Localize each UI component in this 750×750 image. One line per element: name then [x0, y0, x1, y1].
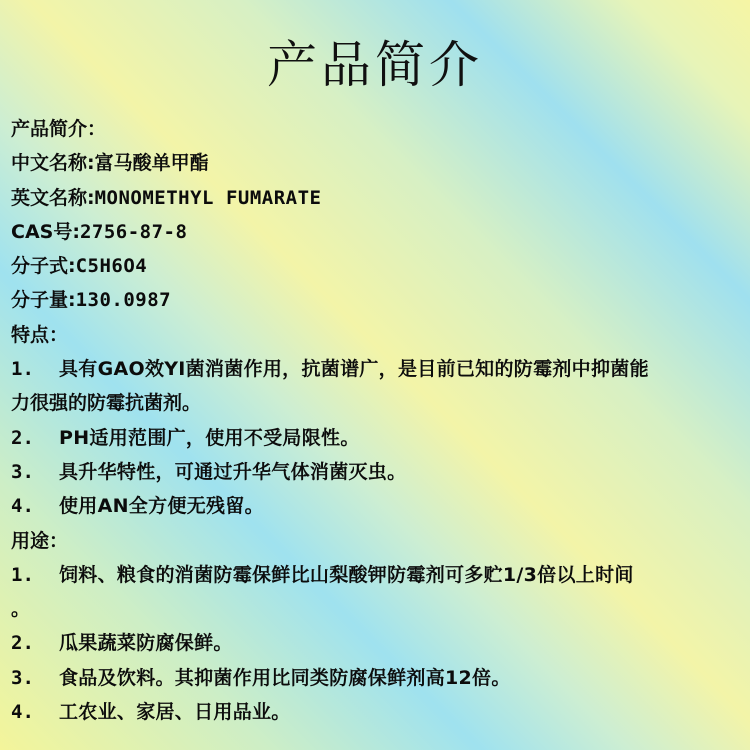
use-text-3: 食品及饮料。其抑菌作用比同类防腐保鲜剂高12倍。 [59, 666, 511, 689]
feature-text-3: 具升华特性，可通过升华气体消菌灭虫。 [59, 460, 407, 483]
use-number-4: 4. [11, 701, 34, 724]
feature-item-2 [11, 421, 743, 455]
use-number-2: 2. [11, 632, 34, 655]
feature-number-3: 3. [11, 460, 34, 483]
use-item-1 [11, 558, 743, 592]
use-text-4: 工农业、家居、日用品业。 [59, 701, 291, 724]
chinese-name-row [11, 146, 743, 180]
weight-row [11, 283, 743, 317]
weight-label: 分子量: [11, 289, 76, 312]
use-item-1-continued: 。 [11, 598, 31, 621]
use-text-1: 饲料、粮食的消菌防霉保鲜比山梨酸钾防霉剂可多贮1/3倍以上时间 [59, 563, 634, 586]
formula-row [11, 249, 743, 283]
use-number-1: 1. [11, 563, 34, 586]
page-title: 产品简介 [267, 36, 483, 94]
feature-item-1 [11, 352, 743, 386]
feature-text-4: 使用AN全方便无残留。 [59, 495, 264, 518]
feature-item-3 [11, 455, 743, 489]
use-item-2 [11, 626, 743, 660]
chinese-name-label: 中文名称: [11, 152, 95, 175]
use-item-3 [11, 661, 743, 695]
uses-heading: 用途： [11, 529, 69, 552]
feature-text-2: PH适用范围广，使用不受局限性。 [59, 426, 360, 449]
feature-number-4: 4. [11, 495, 34, 518]
use-text-2: 瓜果蔬菜防腐保鲜。 [59, 632, 233, 655]
intro-heading: 产品简介： [11, 118, 107, 140]
english-name-row [11, 181, 743, 215]
cas-row [11, 215, 743, 249]
formula-label: 分子式: [11, 255, 76, 278]
use-item-4 [11, 695, 743, 729]
feature-number-1: 1. [11, 358, 34, 381]
cas-value: 2756-87-8 [79, 220, 188, 243]
formula-value: C5H6O4 [75, 255, 148, 278]
english-name-label: 英文名称: [11, 186, 95, 209]
feature-item-4 [11, 489, 743, 523]
english-name-value: MONOMETHYL FUMARATE [94, 186, 322, 209]
chinese-name-value: 富马酸单甲酯 [94, 152, 209, 175]
features-heading: 特点： [11, 323, 69, 346]
feature-item-1-continued: 力很强的防霉抗菌剂。 [11, 392, 202, 415]
feature-text-1: 具有GAO效YI菌消菌作用，抗菌谱广，是目前已知的防霉剂中抑菌能 [59, 358, 649, 381]
feature-number-2: 2. [11, 426, 34, 449]
use-number-3: 3. [11, 666, 34, 689]
product-description [11, 112, 743, 729]
weight-value: 130.0987 [75, 289, 172, 312]
cas-label: CAS号: [11, 220, 80, 243]
